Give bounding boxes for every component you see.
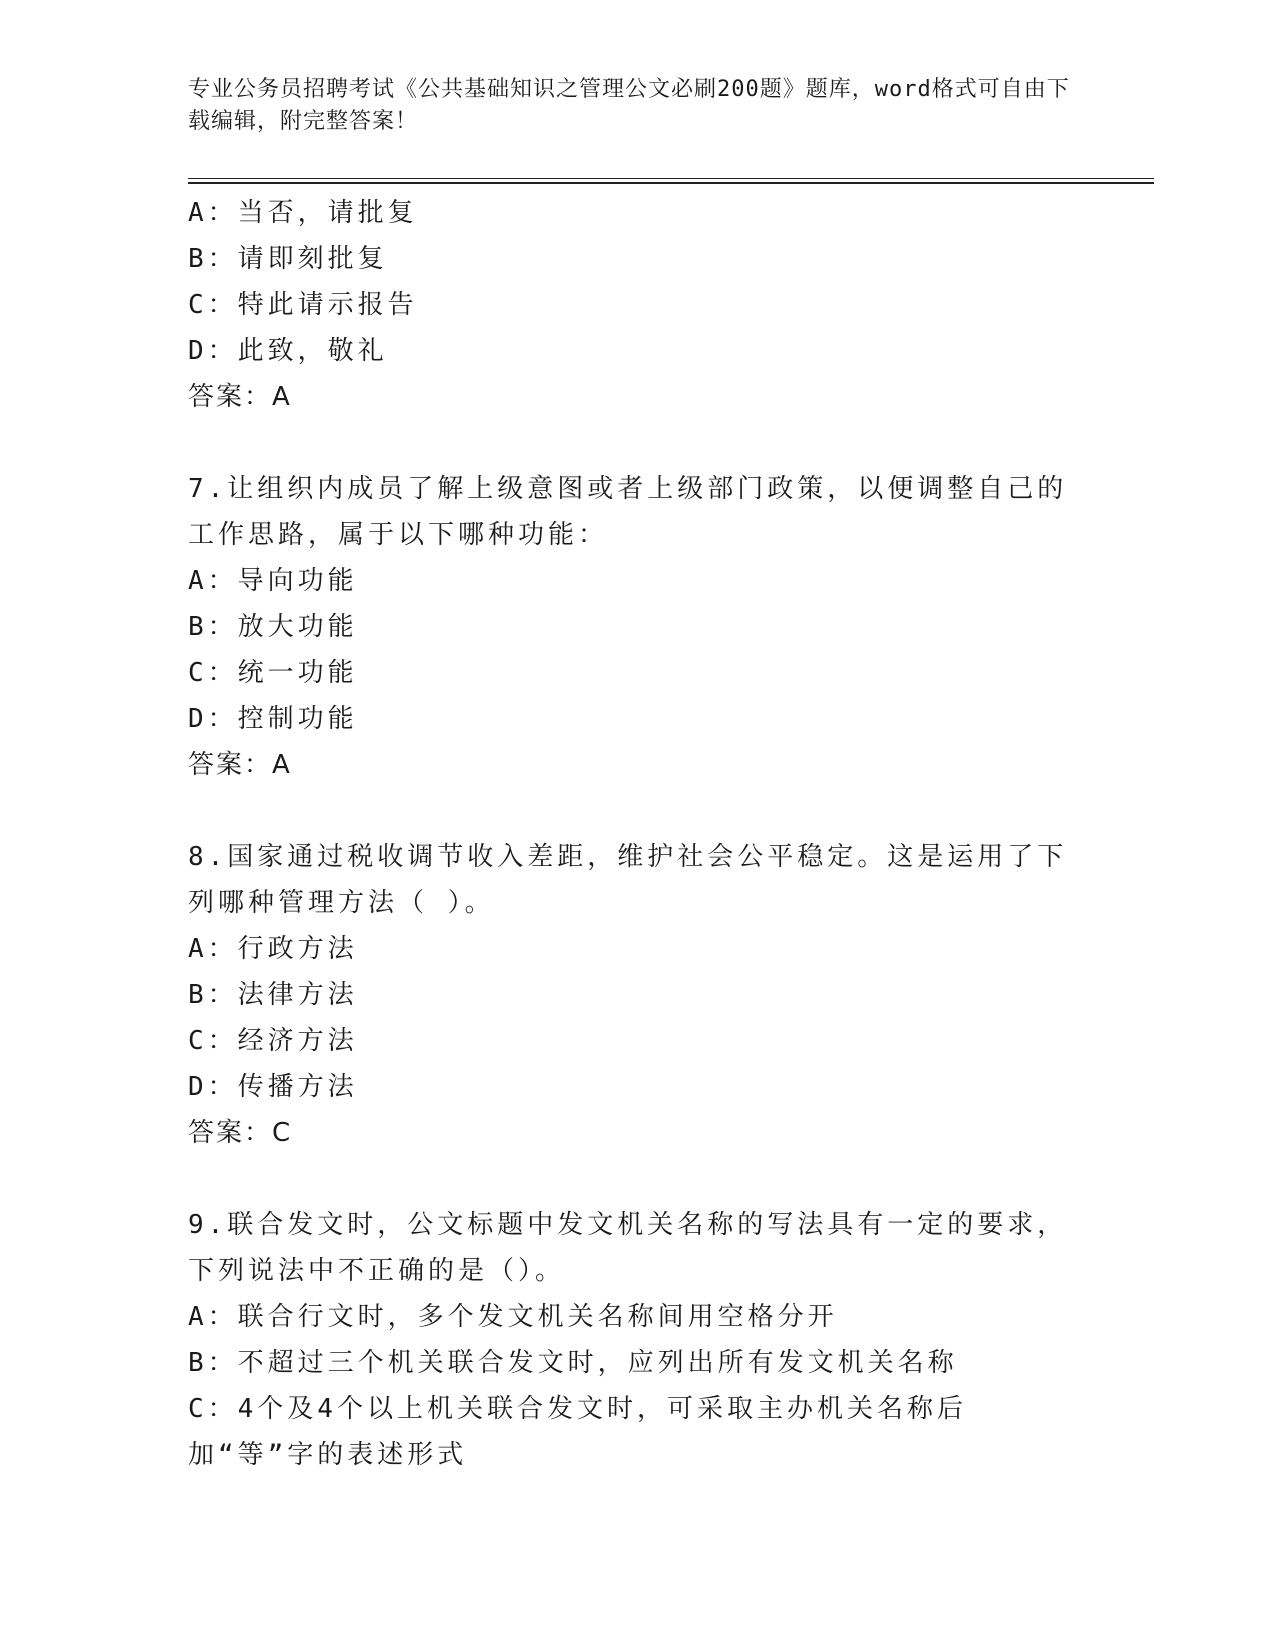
q6-option-a: A：当否，请批复 — [188, 198, 418, 228]
q7-option-a: A：导向功能 — [188, 566, 358, 596]
q6-option-c: C：特此请示报告 — [188, 290, 418, 320]
q6-option-b: B：请即刻批复 — [188, 244, 388, 274]
q8-option-c: C：经济方法 — [188, 1026, 358, 1056]
question-7 — [188, 466, 1068, 788]
q8-option-b: B：法律方法 — [188, 980, 358, 1010]
q8-option-d: D：传播方法 — [188, 1072, 358, 1102]
q8-option-a: A：行政方法 — [188, 934, 358, 964]
q7-option-d: D：控制功能 — [188, 704, 358, 734]
q6-option-d: D：此致，敬礼 — [188, 336, 388, 366]
spacer — [188, 1156, 1068, 1202]
question-8 — [188, 834, 1068, 1156]
spacer — [188, 420, 1068, 466]
q7-stem: 7.让组织内成员了解上级意图或者上级部门政策，以便调整自己的工作思路，属于以下哪种功能： — [188, 474, 1068, 550]
q9-option-b: B：不超过三个机关联合发文时，应列出所有发文机关名称 — [188, 1348, 958, 1378]
q9-stem: 9.联合发文时，公文标题中发文机关名称的写法具有一定的要求，下列说法中不正确的是（）。 — [188, 1210, 1068, 1286]
question-6 — [188, 190, 1068, 420]
q9-option-a: A：联合行文时，多个发文机关名称间用空格分开 — [188, 1302, 838, 1332]
question-content — [188, 190, 1068, 1478]
q7-option-c: C：统一功能 — [188, 658, 358, 688]
q8-stem: 8.国家通过税收调节收入差距，维护社会公平稳定。这是运用了下列哪种管理方法（ ）。 — [188, 842, 1068, 918]
header-rule-thick — [188, 182, 1154, 184]
q9-option-c: C：4个及4个以上机关联合发文时，可采取主办机关名称后加“等”字的表述形式 — [188, 1394, 967, 1470]
q7-option-b: B：放大功能 — [188, 612, 358, 642]
q6-answer: 答案：A — [188, 382, 292, 412]
q7-answer: 答案：A — [188, 750, 292, 780]
spacer — [188, 788, 1068, 834]
document-header: 专业公务员招聘考试《公共基础知识之管理公文必刷200题》题库，word格式可自由下载编辑，附完整答案！ — [188, 77, 1070, 134]
question-9 — [188, 1202, 1068, 1478]
header-rule-thin — [188, 178, 1154, 179]
q8-answer: 答案：C — [188, 1118, 293, 1148]
